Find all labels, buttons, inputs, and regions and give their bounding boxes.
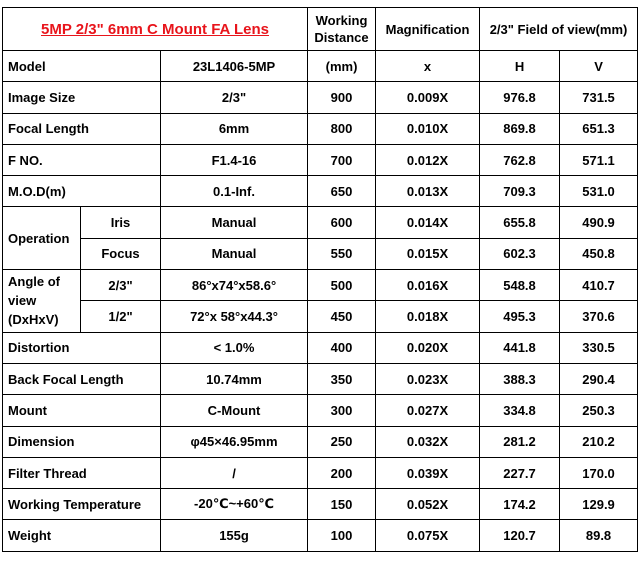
table-row [3,238,638,269]
v-cell: 450.8 [560,238,638,269]
spec-label: Model [3,51,161,82]
mag-cell: 0.020X [376,332,480,363]
v-header: V [560,51,638,82]
wd-cell: 350 [308,363,376,394]
mag-unit: x [376,51,480,82]
h-cell: 334.8 [480,395,560,426]
mag-cell: 0.016X [376,270,480,301]
spec-label: Mount [3,395,161,426]
wd-cell: 150 [308,489,376,520]
spec-value: F1.4-16 [161,144,308,175]
h-header: H [480,51,560,82]
wd-cell: 100 [308,520,376,551]
wd-unit: (mm) [308,51,376,82]
table-row [3,395,638,426]
spec-value: Manual [161,207,308,238]
mag-cell: 0.018X [376,301,480,332]
table-row [3,301,638,332]
v-cell: 89.8 [560,520,638,551]
h-cell: 388.3 [480,363,560,394]
table-row [3,51,638,82]
v-cell: 330.5 [560,332,638,363]
spec-label: Operation [3,207,81,270]
spec-value: 10.74mm [161,363,308,394]
spec-value: 0.1-Inf. [161,176,308,207]
spec-sublabel: 1/2" [81,301,161,332]
v-cell: 651.3 [560,113,638,144]
spec-value: < 1.0% [161,332,308,363]
spec-sublabel: 2/3" [81,270,161,301]
spec-label: Angle of view (DxHxV) [3,270,81,333]
v-cell: 250.3 [560,395,638,426]
h-cell: 174.2 [480,489,560,520]
v-cell: 531.0 [560,176,638,207]
spec-label: M.O.D(m) [3,176,161,207]
table-row [3,207,638,238]
mag-cell: 0.023X [376,363,480,394]
working-distance-header: Working Distance [308,8,376,51]
wd-cell: 300 [308,395,376,426]
magnification-header: Magnification [376,8,480,51]
v-cell: 571.1 [560,144,638,175]
table-row [3,457,638,488]
table-header-row [3,8,638,51]
spec-label: Image Size [3,82,161,113]
h-cell: 762.8 [480,144,560,175]
spec-label: Distortion [3,332,161,363]
table-row [3,489,638,520]
spec-label: Filter Thread [3,457,161,488]
spec-value: 6mm [161,113,308,144]
h-cell: 709.3 [480,176,560,207]
spec-label: Dimension [3,426,161,457]
v-cell: 490.9 [560,207,638,238]
mag-cell: 0.015X [376,238,480,269]
h-cell: 227.7 [480,457,560,488]
table-row [3,332,638,363]
wd-cell: 550 [308,238,376,269]
h-cell: 869.8 [480,113,560,144]
v-cell: 370.6 [560,301,638,332]
spec-value: 23L1406-5MP [161,51,308,82]
wd-cell: 700 [308,144,376,175]
spec-value: φ45×46.95mm [161,426,308,457]
product-title: 5MP 2/3" 6mm C Mount FA Lens [3,8,308,51]
v-cell: 129.9 [560,489,638,520]
h-cell: 976.8 [480,82,560,113]
field-of-view-header: 2/3" Field of view(mm) [480,8,638,51]
spec-value: 2/3" [161,82,308,113]
mag-cell: 0.075X [376,520,480,551]
spec-value: / [161,457,308,488]
spec-value: 72°x 58°x44.3° [161,301,308,332]
spec-value: Manual [161,238,308,269]
wd-cell: 400 [308,332,376,363]
spec-value: -20℃~+60℃ [161,489,308,520]
table-row [3,113,638,144]
mag-cell: 0.027X [376,395,480,426]
h-cell: 441.8 [480,332,560,363]
v-cell: 170.0 [560,457,638,488]
spec-label: Weight [3,520,161,551]
spec-value: 86°x74°x58.6° [161,270,308,301]
spec-sublabel: Iris [81,207,161,238]
spec-label: Working Temperature [3,489,161,520]
h-cell: 120.7 [480,520,560,551]
mag-cell: 0.032X [376,426,480,457]
spec-label: Focal Length [3,113,161,144]
mag-cell: 0.009X [376,82,480,113]
mag-cell: 0.013X [376,176,480,207]
spec-label: Back Focal Length [3,363,161,394]
table-row [3,363,638,394]
table-row [3,426,638,457]
wd-cell: 500 [308,270,376,301]
v-cell: 290.4 [560,363,638,394]
wd-cell: 250 [308,426,376,457]
h-cell: 655.8 [480,207,560,238]
spec-value: C-Mount [161,395,308,426]
wd-cell: 800 [308,113,376,144]
spec-value: 155g [161,520,308,551]
table-row [3,82,638,113]
wd-cell: 200 [308,457,376,488]
h-cell: 602.3 [480,238,560,269]
v-cell: 731.5 [560,82,638,113]
h-cell: 548.8 [480,270,560,301]
h-cell: 281.2 [480,426,560,457]
table-row [3,176,638,207]
table-row [3,144,638,175]
table-row [3,270,638,301]
mag-cell: 0.014X [376,207,480,238]
wd-cell: 450 [308,301,376,332]
spec-label: F NO. [3,144,161,175]
mag-cell: 0.039X [376,457,480,488]
mag-cell: 0.052X [376,489,480,520]
wd-cell: 600 [308,207,376,238]
wd-cell: 900 [308,82,376,113]
v-cell: 410.7 [560,270,638,301]
wd-cell: 650 [308,176,376,207]
mag-cell: 0.012X [376,144,480,175]
v-cell: 210.2 [560,426,638,457]
h-cell: 495.3 [480,301,560,332]
lens-spec-table [2,7,638,552]
spec-sublabel: Focus [81,238,161,269]
mag-cell: 0.010X [376,113,480,144]
table-row [3,520,638,551]
